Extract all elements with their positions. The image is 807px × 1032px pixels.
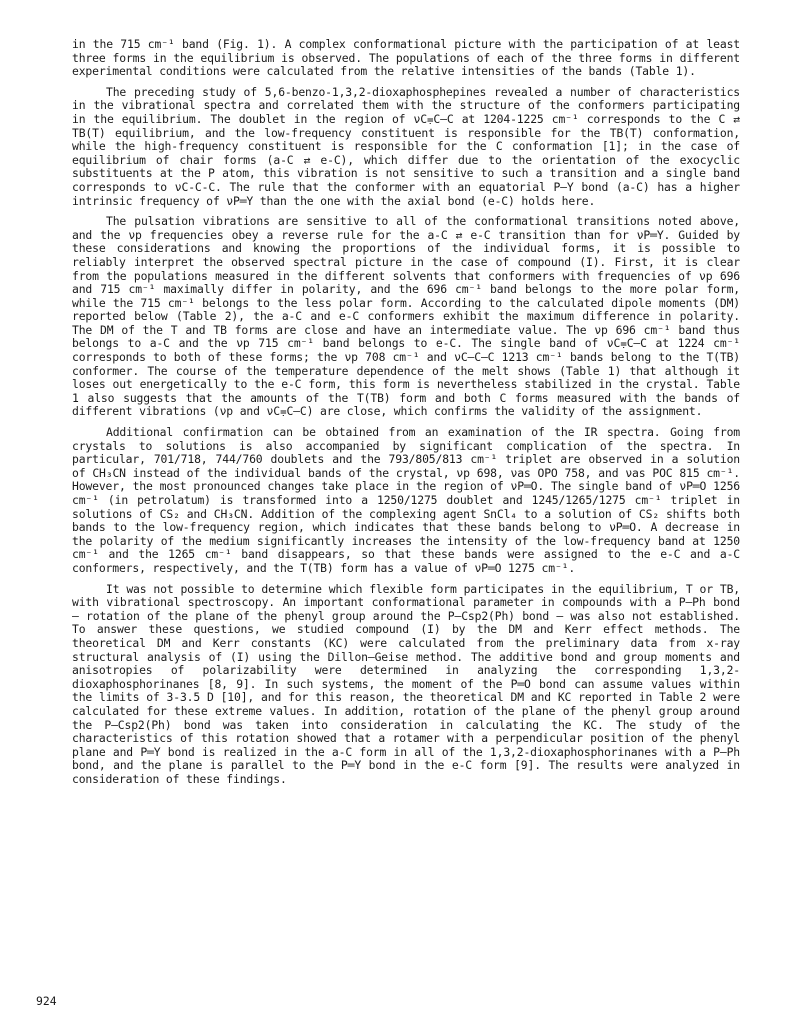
page-number: 924	[36, 994, 57, 1008]
paragraph-2: The preceding study of 5,6-benzo-1,3,2-dioxaphosphepines revealed a number of characteristics in the vibrational spectra and correlated them with the structure of the conformers participating in the equilibrium. The doublet in the region of νC⩦C—C at 1204-1225 cm⁻¹ corresponds to the C ⇄ TB(T) equilibrium, and the low-frequency constituent is responsible for the TB(T) conformation, while the high-frequency constituent is responsible for the C conformation [1]; in the case of equilibrium of chair forms (a-C ⇄ e-C), which differ due to the orientation of the exocyclic substituents at the P atom, this vibration is not sensitive to such a transition and a single band corresponds to νC-C-C. The rule that the conformer with an equatorial P—Y bond (a-C) has a higher intrinsic frequency of νP═Y than the one with the axial bond (e-C) holds here.	[72, 84, 740, 208]
paragraph-4: Additional confirmation can be obtained from an examination of the IR spectra. Going from crystals to solutions is also accompanied by significant complication of the spectra. In particular, 701/718, 744/760 doublets and the 793/805/813 cm⁻¹ triplet are observed in a solution of CH₃CN instead of the individual bands of the crystal, νp 698, νas OPO 758, and νas POC 815 cm⁻¹. However, the most pronounced changes take place in the region of νP═O. The single band of νP═O 1256 cm⁻¹ (in petrolatum) is transformed into a 1250/1275 doublet and 1245/1265/1275 cm⁻¹ triplet in solutions of CS₂ and CH₃CN. Addition of the complexing agent SnCl₄ to a solution of CS₂ shifts both bands to the low-frequency region, which indicates that these bands belong to νP═O. A decrease in the polarity of the medium significantly increases the intensity of the low-frequency band at 1250 cm⁻¹ and the 1265 cm⁻¹ band disappears, so that these bands were assigned to the e-C and a-C conformers, respectively, and the T(TB) form has a value of νP═O 1275 cm⁻¹.	[72, 425, 740, 575]
article-body	[72, 38, 740, 793]
paragraph-5: It was not possible to determine which flexible form participates in the equilibrium, T or TB, with vibrational spectroscopy. An important conformational parameter in compounds with a P—Ph bond — rotation of the plane of the phenyl group around the P—Csp2(Ph) bond — was also not established. To answer these questions, we studied compound (I) by the DM and Kerr effect methods. The theoretical DM and Kerr constants (KC) were calculated from the preliminary data from x-ray structural analysis of (I) using the Dillon—Geise method. The additive bond and group moments and anisotropies of polarizability were determined in analyzing the corresponding 1,3,2-dioxaphosphorinanes [8, 9]. In such systems, the moment of the P═O bond can assume values within the limits of 3-3.5 D [10], and for this reason, the theoretical DM and KC reported in Table 2 were calculated for these extreme values. In addition, rotation of the plane of the phenyl group around the P—Csp2(Ph) bond was taken into consideration in calculating the KC. The study of the characteristics of this rotation showed that a rotamer with a perpendicular position of the phenyl plane and P═Y bond is realized in the a-C form in all of the 1,3,2-dioxaphosphorinanes with a P—Ph bond, and the plane is parallel to the P═Y bond in the e-C form [9]. The results were analyzed in consideration of these findings.	[72, 581, 740, 786]
paragraph-1: in the 715 cm⁻¹ band (Fig. 1). A complex conformational picture with the participation of at least three forms in the equilibrium is observed. The populations of each of the three forms in different experimental conditions were calculated from the relative intensities of the bands (Table 1).	[72, 37, 740, 79]
paragraph-3: The pulsation vibrations are sensitive to all of the conformational transitions noted above, and the νp frequencies obey a reverse rule for the a-C ⇄ e-C transition than for νP═Y. Guided by these considerations and knowing the proportions of the individual forms, it is possible to reliably interpret the observed spectral picture in the case of compound (I). First, it is clear from the populations measured in the different solvents that conformers with frequencies of νp 696 and 715 cm⁻¹ maximally differ in polarity, and the 696 cm⁻¹ band belongs to the more polar form, while the 715 cm⁻¹ belongs to the less polar form. According to the calculated dipole moments (DM) reported below (Table 2), the a-C and e-C conformers exhibit the maximum difference in polarity. The DM of the T and TB forms are close and have an intermediate value. The νp 696 cm⁻¹ band thus belongs to a-C and the νp 715 cm⁻¹ band belongs to e-C. The single band of νC⩦C—C at 1224 cm⁻¹ corresponds to both of these forms; the νp 708 cm⁻¹ and νC—C—C 1213 cm⁻¹ bands belong to the T(TB) conformer. The course of the temperature dependence of the melt shows (Table 1) that although it loses out energetically to the e-C form, this form is nevertheless stabilized in the crystal. Table 1 also suggests that the amounts of the T(TB) form and both C forms measured with the bands of different vibrations (νp and νC⩦C—C) are close, which confirms the validity of the assignment.	[72, 214, 740, 419]
